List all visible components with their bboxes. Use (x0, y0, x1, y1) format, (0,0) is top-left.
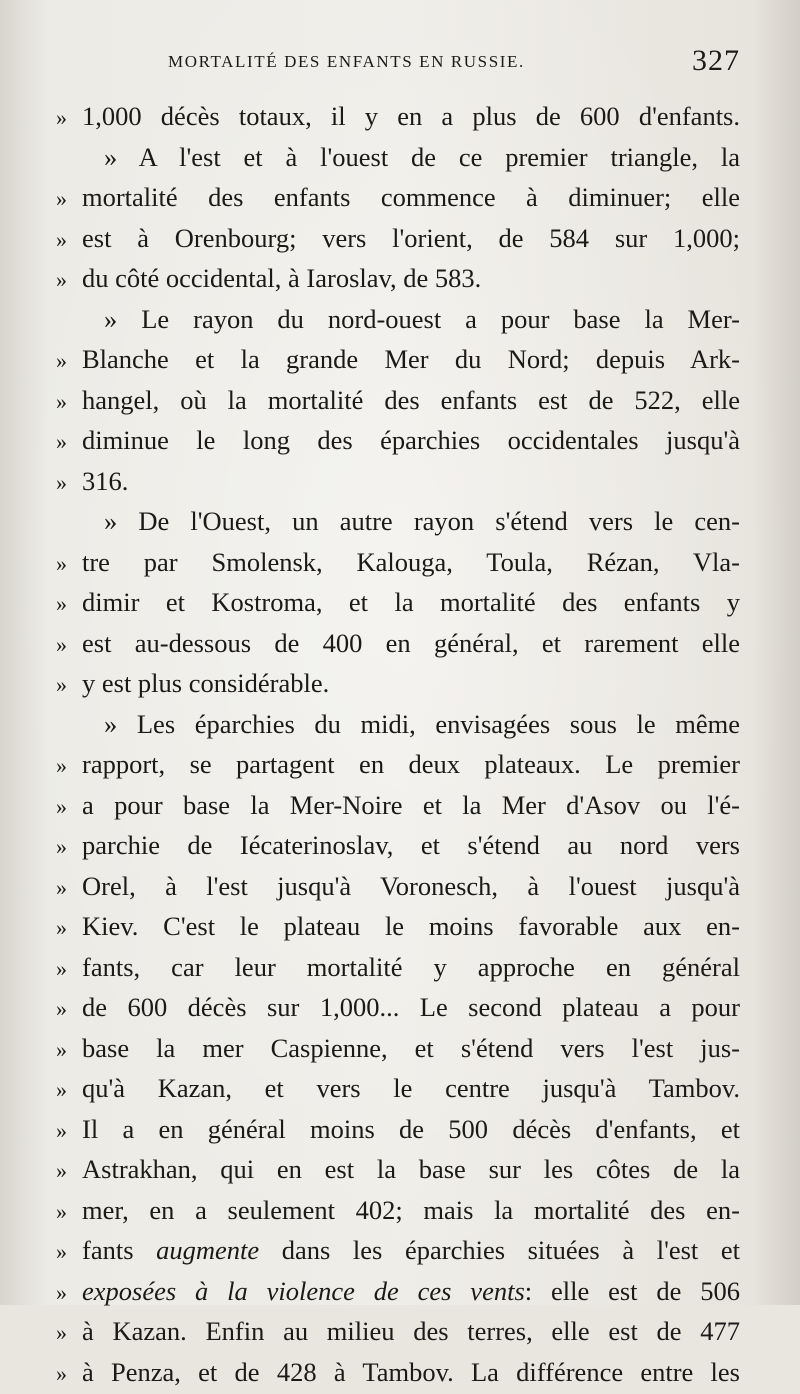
quotation-mark: » (56, 949, 82, 990)
text-line (56, 96, 740, 137)
line-text: qu'à Kazan, et vers le centre jusqu'à Tambov. (82, 1068, 740, 1109)
quotation-mark: » (56, 260, 82, 301)
line-text: est au-dessous de 400 en général, et rarement elle (82, 623, 740, 664)
quotation-mark: » (56, 868, 82, 909)
line-text: parchie de Iécaterinoslav, et s'étend au nord vers (82, 825, 740, 866)
text-line (56, 1190, 740, 1231)
text-line (56, 1149, 740, 1190)
line-text: » Le rayon du nord-ouest a pour base la Mer- (82, 299, 740, 340)
quotation-mark: » (56, 1273, 82, 1314)
line-text: Il a en général moins de 500 décès d'enfants, et (82, 1109, 740, 1150)
line-text: » Les éparchies du midi, envisagées sous le même (82, 704, 740, 745)
line-text: diminue le long des éparchies occidentales jusqu'à (82, 420, 740, 461)
text-line (56, 299, 740, 340)
text-line (56, 542, 740, 583)
body-text (56, 96, 740, 1392)
line-text: 1,000 décès totaux, il y en a plus de 600 d'enfants. (82, 96, 740, 137)
line-text: est à Orenbourg; vers l'orient, de 584 sur 1,000; (82, 218, 740, 259)
quotation-mark: » (56, 908, 82, 949)
quotation-mark: » (56, 1232, 82, 1273)
line-text: Kiev. C'est le plateau le moins favorable aux en- (82, 906, 740, 947)
text-line (56, 461, 740, 502)
text-segment: : elle est de 506 (525, 1276, 740, 1306)
quotation-mark: » (56, 584, 82, 625)
italic-text: exposées à la violence de ces vents (82, 1276, 525, 1306)
quotation-mark: » (56, 179, 82, 220)
text-line (56, 785, 740, 826)
line-text (82, 1230, 740, 1271)
text-line (56, 218, 740, 259)
page-number: 327 (692, 44, 740, 78)
line-text: hangel, où la mortalité des enfants est de 522, elle (82, 380, 740, 421)
quotation-mark: » (56, 98, 82, 139)
text-line (56, 1068, 740, 1109)
text-segment: dans les éparchies situées à l'est et (259, 1235, 740, 1265)
quotation-mark: » (56, 625, 82, 666)
text-line (56, 906, 740, 947)
quotation-mark: » (56, 1192, 82, 1233)
text-line (56, 1028, 740, 1069)
text-line (56, 1230, 740, 1271)
italic-text: augmente (156, 1235, 259, 1265)
text-line (56, 258, 740, 299)
line-text: dimir et Kostroma, et la mortalité des enfants y (82, 582, 740, 623)
text-segment: fants (82, 1235, 156, 1265)
line-text: » A l'est et à l'ouest de ce premier triangle, la (82, 137, 740, 178)
text-line (56, 825, 740, 866)
line-text: à Penza, et de 428 à Tambov. La différence entre les (82, 1352, 740, 1393)
quotation-mark: » (56, 787, 82, 828)
line-text: Blanche et la grande Mer du Nord; depuis Ark- (82, 339, 740, 380)
text-line (56, 1109, 740, 1150)
quotation-mark: » (56, 422, 82, 463)
line-text: du côté occidental, à Iaroslav, de 583. (82, 258, 740, 299)
text-line (56, 339, 740, 380)
quotation-mark: » (56, 1070, 82, 1111)
quotation-mark: » (56, 1030, 82, 1071)
line-text: y est plus considérable. (82, 663, 740, 704)
quotation-mark: » (56, 989, 82, 1030)
text-line (56, 137, 740, 178)
text-line (56, 704, 740, 745)
quotation-mark: » (56, 1151, 82, 1192)
line-text: a pour base la Mer-Noire et la Mer d'Asov ou l'é- (82, 785, 740, 826)
text-line (56, 866, 740, 907)
line-text: 316. (82, 461, 740, 502)
line-text: Astrakhan, qui en est la base sur les côtes de la (82, 1149, 740, 1190)
text-line (56, 663, 740, 704)
line-text: rapport, se partagent en deux plateaux. Le premier (82, 744, 740, 785)
line-text: mer, en a seulement 402; mais la mortalité des en- (82, 1190, 740, 1231)
running-title: MORTALITÉ DES ENFANTS EN RUSSIE. (168, 52, 525, 72)
line-text: base la mer Caspienne, et s'étend vers l'est jus- (82, 1028, 740, 1069)
text-line (56, 177, 740, 218)
text-line (56, 744, 740, 785)
quotation-mark: » (56, 1354, 82, 1394)
quotation-mark: » (56, 746, 82, 787)
text-line (56, 1311, 740, 1352)
quotation-mark: » (56, 382, 82, 423)
text-line (56, 420, 740, 461)
text-line (56, 947, 740, 988)
text-line (56, 380, 740, 421)
line-text: Orel, à l'est jusqu'à Voronesch, à l'ouest jusqu'à (82, 866, 740, 907)
quotation-mark: » (56, 665, 82, 706)
text-line (56, 987, 740, 1028)
text-line (56, 1352, 740, 1393)
quotation-mark: » (56, 1111, 82, 1152)
quotation-mark: » (56, 220, 82, 261)
line-text: de 600 décès sur 1,000... Le second plateau a pour (82, 987, 740, 1028)
quotation-mark: » (56, 827, 82, 868)
line-text: mortalité des enfants commence à diminuer; elle (82, 177, 740, 218)
text-line (56, 582, 740, 623)
line-text: » De l'Ouest, un autre rayon s'étend vers le cen- (82, 501, 740, 542)
line-text: tre par Smolensk, Kalouga, Toula, Rézan, Vla- (82, 542, 740, 583)
text-line (56, 501, 740, 542)
line-text: à Kazan. Enfin au milieu des terres, elle est de 477 (82, 1311, 740, 1352)
quotation-mark: » (56, 544, 82, 585)
page-header (56, 44, 740, 84)
quotation-mark: » (56, 341, 82, 382)
text-line (56, 623, 740, 664)
line-text: fants, car leur mortalité y approche en général (82, 947, 740, 988)
quotation-mark: » (56, 463, 82, 504)
quotation-mark: » (56, 1313, 82, 1354)
